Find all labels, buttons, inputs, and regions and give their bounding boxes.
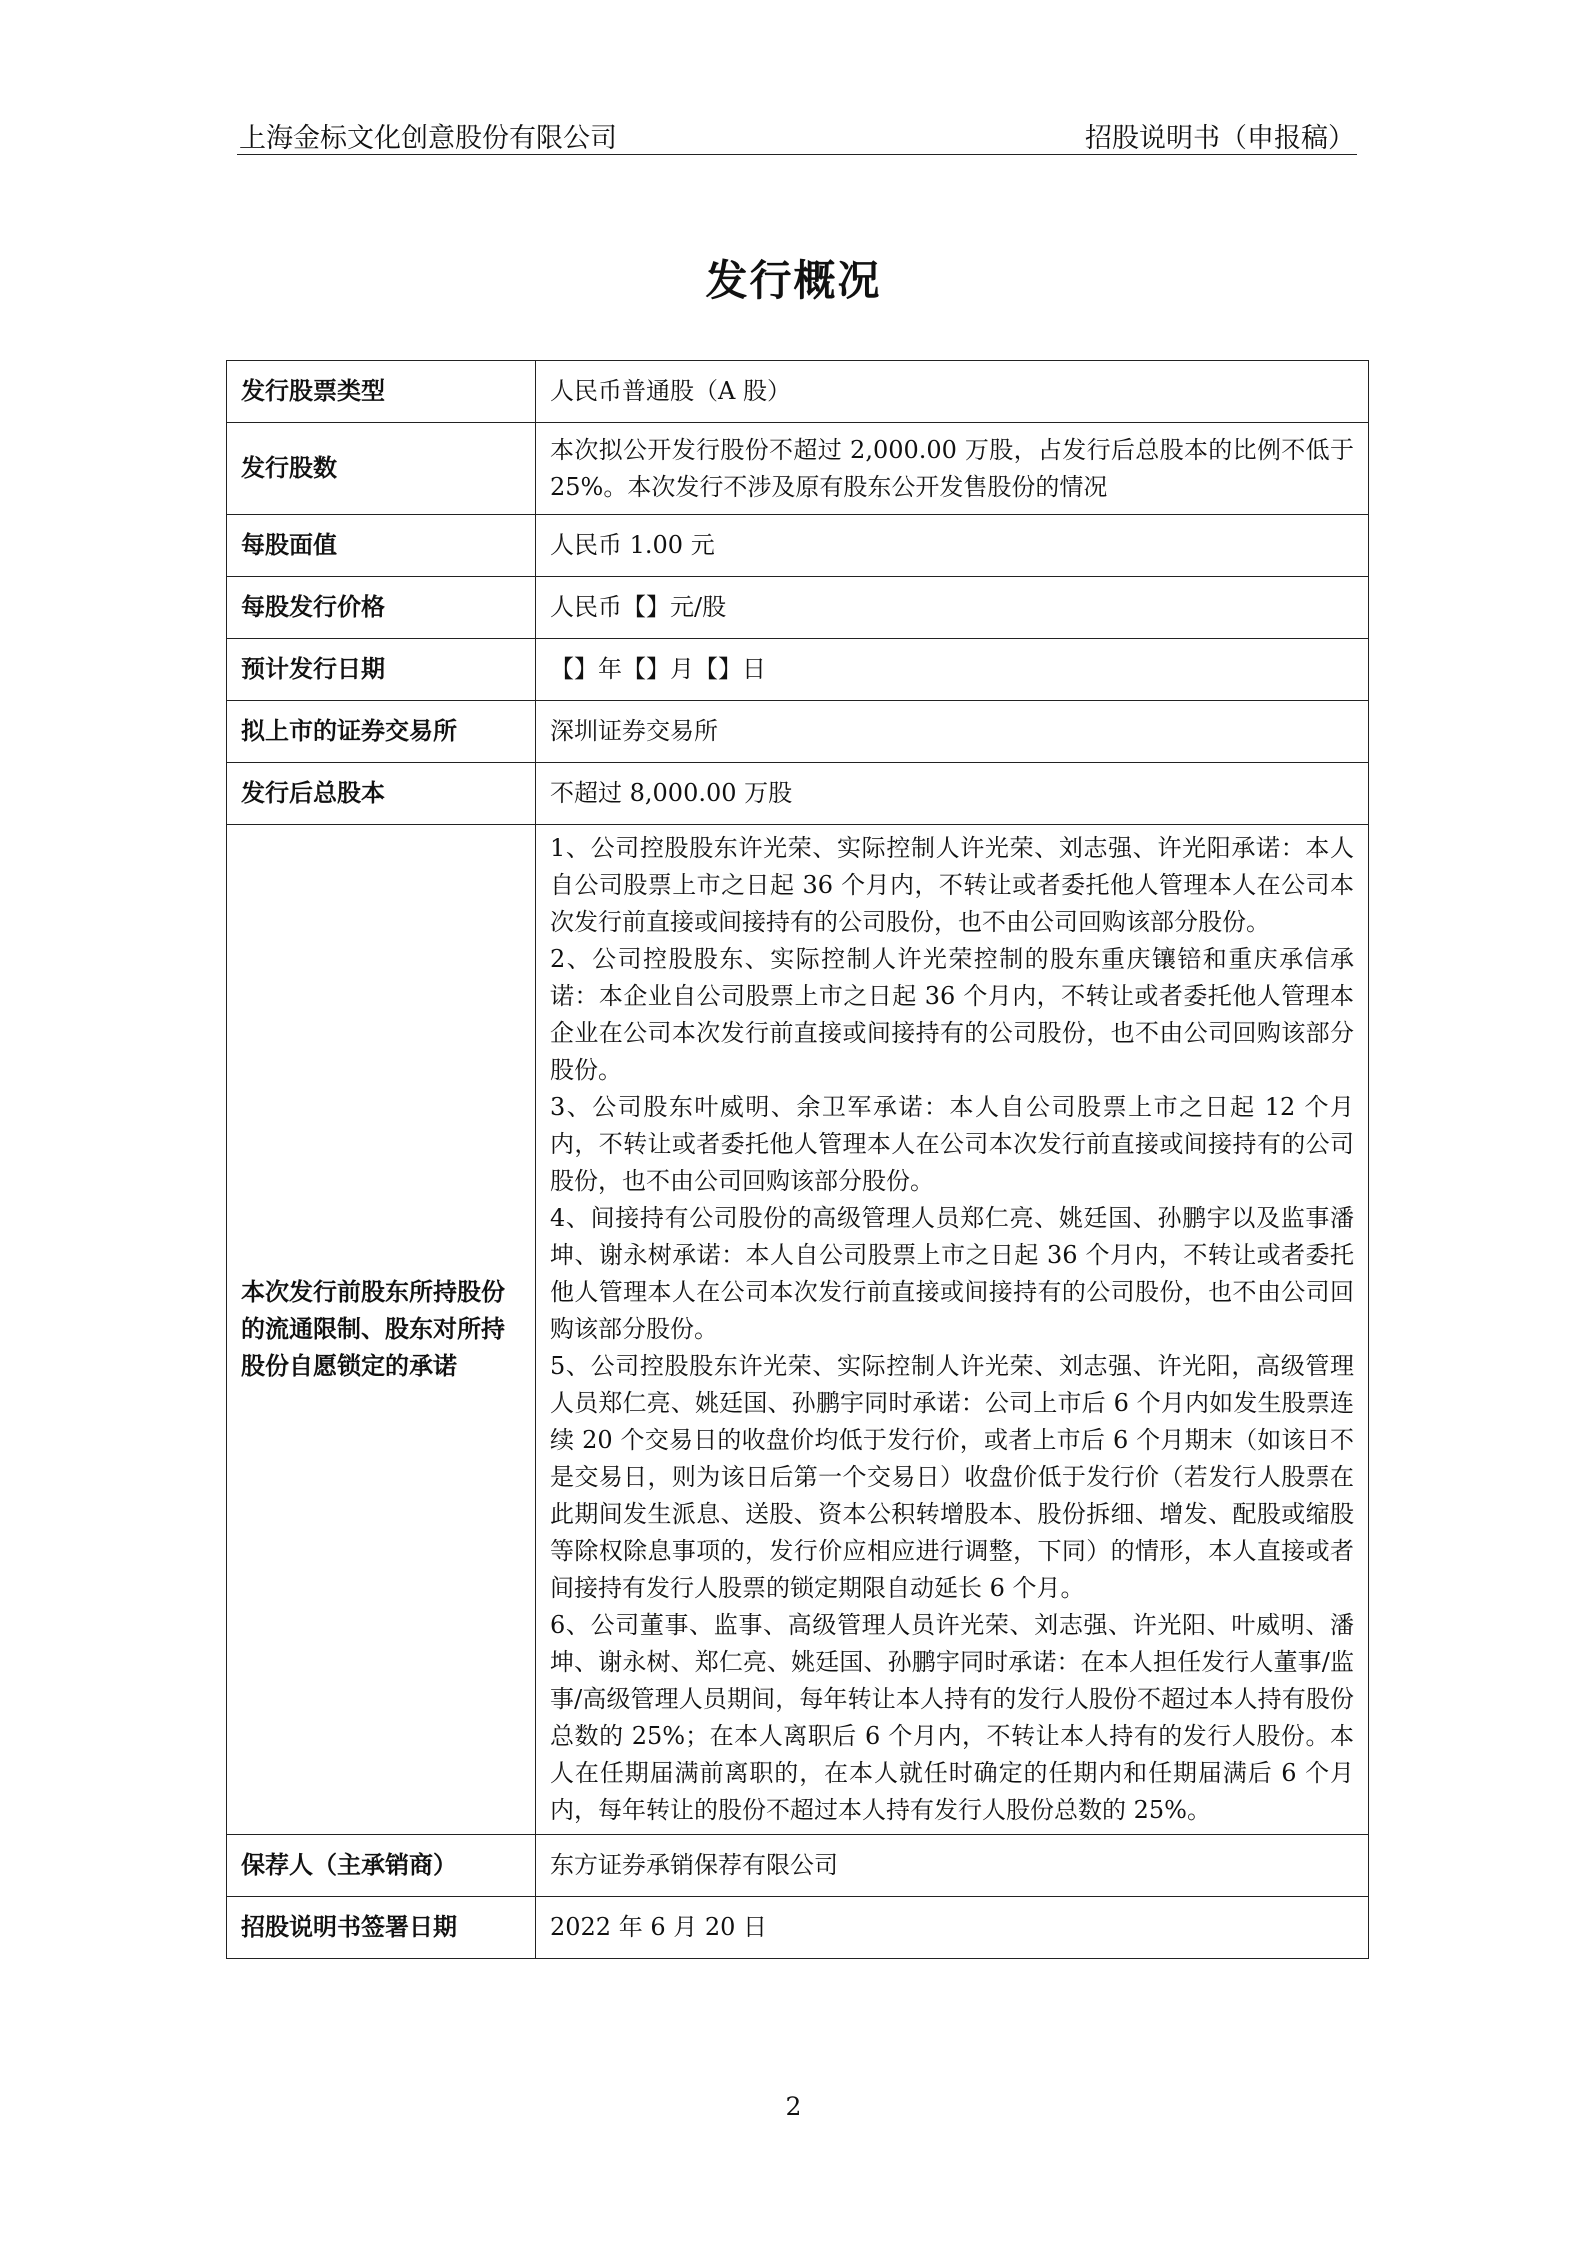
table-row	[227, 639, 1369, 701]
commitment-paragraph: 1、公司控股股东许光荣、实际控制人许光荣、刘志强、许光阳承诺：本人自公司股票上市之日起 36 个月内，不转让或者委托他人管理本人在公司本次发行前直接或间接持有的公司股份，也不由公司回购该部分股份。	[550, 834, 1354, 936]
table-row	[227, 1897, 1369, 1959]
lockup-commitments	[536, 825, 1369, 1835]
row-value: 深圳证券交易所	[536, 701, 1369, 763]
row-value: 本次拟公开发行股份不超过 2,000.00 万股，占发行后总股本的比例不低于 25%。本次发行不涉及原有股东公开发售股份的情况	[536, 423, 1369, 515]
lockup-label: 本次发行前股东所持股份的流通限制、股东对所持股份自愿锁定的承诺	[227, 825, 536, 1835]
row-label: 发行股数	[227, 423, 536, 515]
table-row	[227, 763, 1369, 825]
row-value: 人民币【】元/股	[536, 577, 1369, 639]
page-header	[237, 112, 1357, 155]
sponsor-label: 保荐人（主承销商）	[227, 1835, 536, 1897]
commitment-paragraph: 5、公司控股股东许光荣、实际控制人许光荣、刘志强、许光阳，高级管理人员郑仁亮、姚廷国、孙鹏宇同时承诺：公司上市后 6 个月内如发生股票连续 20 个交易日的收盘价均低于发行价，或者上市后 6 个月期末（如该日不是交易日，则为该日后第一个交易日）收盘价低于发行价（若发行人股票在此期间发生派息、送股、资本公积转增股本、股份拆细、增发、配股或缩股等除权除息事项的，发行价应相应进行调整，下同）的情形，本人直接或者间接持有发行人股票的锁定期限自动延长 6 个月。	[550, 1352, 1354, 1602]
table-row	[227, 423, 1369, 515]
table-row	[227, 577, 1369, 639]
row-value: 不超过 8,000.00 万股	[536, 763, 1369, 825]
table-row	[227, 361, 1369, 423]
sign-date-value: 2022 年 6 月 20 日	[536, 1897, 1369, 1959]
row-value: 人民币普通股（A 股）	[536, 361, 1369, 423]
row-label: 每股发行价格	[227, 577, 536, 639]
commitment-paragraph: 6、公司董事、监事、高级管理人员许光荣、刘志强、许光阳、叶威明、潘坤、谢永树、郑仁亮、姚廷国、孙鹏宇同时承诺：在本人担任发行人董事/监事/高级管理人员期间，每年转让本人持有的发行人股份不超过本人持有股份总数的 25%；在本人离职后 6 个月内，不转让本人持有的发行人股份。本人在任期届满前离职的，在本人就任时确定的任期内和任期届满后 6 个月内，每年转让的股份不超过本人持有发行人股份总数的 25%。	[550, 1611, 1354, 1824]
table-row	[227, 515, 1369, 577]
header-document-type: 招股说明书（申报稿）	[1085, 123, 1355, 154]
commitment-paragraph: 2、公司控股股东、实际控制人许光荣控制的股东重庆镶锫和重庆承信承诺：本企业自公司股票上市之日起 36 个月内，不转让或者委托他人管理本企业在公司本次发行前直接或间接持有的公司股份，也不由公司回购该部分股份。	[550, 945, 1354, 1084]
table-row	[227, 1835, 1369, 1897]
row-label: 发行股票类型	[227, 361, 536, 423]
row-label: 拟上市的证券交易所	[227, 701, 536, 763]
row-value: 人民币 1.00 元	[536, 515, 1369, 577]
sign-date-label: 招股说明书签署日期	[227, 1897, 536, 1959]
page-number: 2	[785, 2092, 802, 2121]
table-row	[227, 701, 1369, 763]
commitment-paragraph: 3、公司股东叶威明、余卫军承诺：本人自公司股票上市之日起 12 个月内，不转让或者委托他人管理本人在公司本次发行前直接或间接持有的公司股份，也不由公司回购该部分股份。	[550, 1093, 1354, 1195]
sponsor-value: 东方证券承销保荐有限公司	[536, 1835, 1369, 1897]
commitment-paragraph: 4、间接持有公司股份的高级管理人员郑仁亮、姚廷国、孙鹏宇以及监事潘坤、谢永树承诺：本人自公司股票上市之日起 36 个月内，不转让或者委托他人管理本人在公司本次发行前直接或间接持有的公司股份，也不由公司回购该部分股份。	[550, 1204, 1354, 1343]
header-company-name: 上海金标文化创意股份有限公司	[239, 123, 617, 154]
row-label: 预计发行日期	[227, 639, 536, 701]
row-label: 发行后总股本	[227, 763, 536, 825]
page-title: 发行概况	[705, 256, 882, 305]
row-value: 【】年【】月【】日	[536, 639, 1369, 701]
issuance-summary-table	[226, 360, 1369, 1959]
row-label: 每股面值	[227, 515, 536, 577]
lockup-row	[227, 825, 1369, 1835]
